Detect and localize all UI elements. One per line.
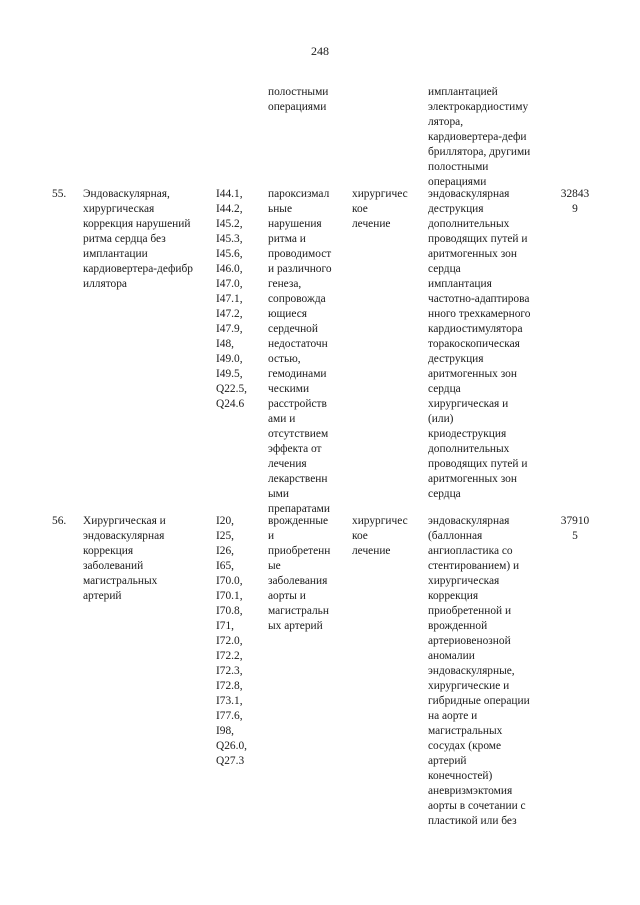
continuation-condition: полостными операциями <box>268 86 329 113</box>
continuation-method: имплантацией электрокардиостиму лятора, кардиовертера-дефи бриллятора, другими полостными операциями <box>428 86 531 188</box>
row-condition: пароксизмал ьные нарушения ритма и проводимост и различного генеза, сопровожда ющиеся сердечной недостаточн остью, гемодинами ческими расстройств ами и отсутствием эффекта от лечения лекарственн ыми препаратами <box>268 188 332 515</box>
row-treatment: хирургичес кое лечение <box>352 515 408 557</box>
row-cost: 32843 9 <box>560 188 590 215</box>
row-name: Хирургическая и эндоваскулярная коррекция заболеваний магистральных артерий <box>83 515 166 602</box>
row-cost: 37910 5 <box>560 515 590 542</box>
row-codes: I44.1, I44.2, I45.2, I45.3, I45.6, I46.0, I47.0, I47.1, I47.2, I47.9, I48, I49.0, I49.5, Q22.5, Q24.6 <box>216 188 248 410</box>
row-method: эндоваскулярная (баллонная ангиопластика со стентированием) и хирургическая коррекция приобретенной и врожденной артериовенозной аномалии эндоваскулярные, хирургические и гибридные операции на аорте и магистральных сосудах (кроме артерий конечностей) аневризмэктомия аорты в сочетании с пластикой или без <box>428 515 530 827</box>
row-condition: врожденные и приобретенн ые заболевания аорты и магистральн ых артерий <box>268 515 331 632</box>
row-method: эндоваскулярная деструкция дополнительных проводящих путей и аритмогенных зон сердца имплантация частотно-адаптирова нного трехкамерного кардиостимулятора торакоскопическая деструкция аритмогенных зон сердца хирургическая и (или) криодеструкция дополнительных проводящих путей и аритмогенных зон сердца <box>428 188 531 500</box>
row-codes: I20, I25, I26, I65, I70.0, I70.1, I70.8, I71, I72.0, I72.2, I72.3, I72.8, I73.1, I77.6, I98, Q26.0, Q27.3 <box>216 515 248 767</box>
row-name: Эндоваскулярная, хирургическая коррекция нарушений ритма сердца без имплантации кардиовертера-дефибр иллятора <box>83 188 193 290</box>
row-treatment: хирургичес кое лечение <box>352 188 408 230</box>
row-number: 56. <box>52 515 67 527</box>
row-number: 55. <box>52 188 67 200</box>
page-number: 248 <box>311 44 329 58</box>
